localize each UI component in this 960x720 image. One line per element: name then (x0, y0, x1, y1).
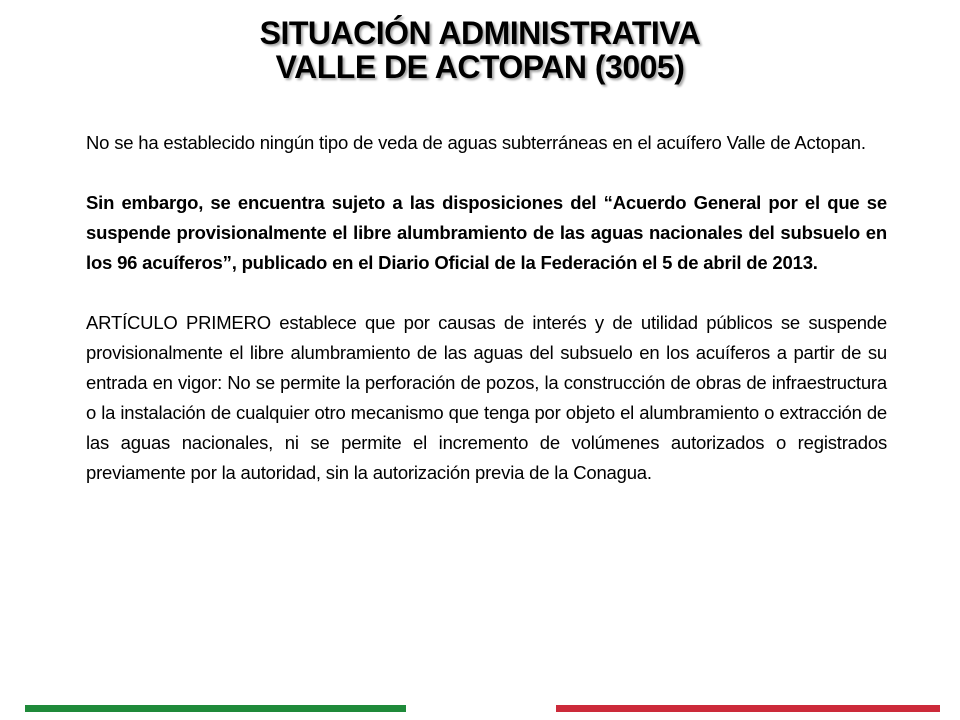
paragraph-acuerdo-general: Sin embargo, se encuentra sujeto a las disposiciones del “Acuerdo General por el que se suspende provisionalmente el libre alumbramiento de las aguas nacionales del subsuelo en los 96 acuíferos”, publicado en el Diario Oficial de la Federación el 5 de abril de 2013. (86, 192, 887, 273)
title-line-1: SITUACIÓN ADMINISTRATIVA (259, 15, 701, 51)
paragraph-no-veda: No se ha establecido ningún tipo de veda de aguas subterráneas en el acuífero Valle de Actopan. (86, 132, 866, 153)
footer-color-bars (0, 705, 960, 713)
title-line-2: VALLE DE ACTOPAN (3005) (275, 49, 685, 85)
footer-red-bar (556, 705, 940, 712)
paragraph-articulo-primero: ARTÍCULO PRIMERO establece que por causas de interés y de utilidad públicos se suspende provisionalmente el libre alumbramiento de las aguas del subsuelo en los acuíferos a partir de su entrada en vigor: No se permite la perforación de pozos, la construcción de obras de infraestructura o la instalación de cualquier otro mecanismo que tenga por objeto el alumbramiento o extracción de las aguas nacionales, ni se permite el incremento de volúmenes autorizados o registrados previamente por la autoridad, sin la autorización previa de la Conagua. (86, 312, 887, 483)
slide-body (86, 128, 887, 488)
footer-green-bar (25, 705, 406, 712)
slide-title (0, 16, 960, 84)
